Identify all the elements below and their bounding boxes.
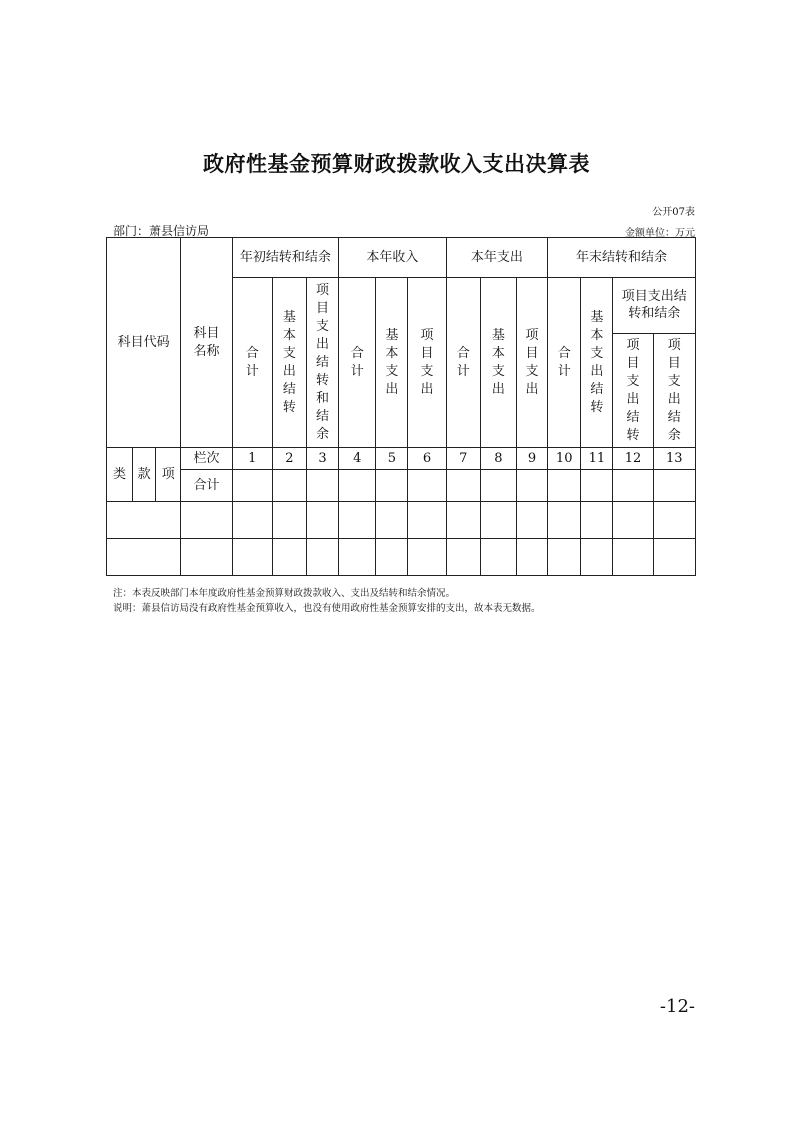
budget-table xyxy=(106,237,696,576)
table-cell xyxy=(376,539,408,576)
table-cell xyxy=(516,470,547,502)
annual-expense-header: 本年支出 xyxy=(446,238,547,278)
income-total-header: 合计 xyxy=(339,278,376,448)
page-title: 政府性基金预算财政拨款收入支出决算表 xyxy=(203,152,590,176)
table-cell xyxy=(408,539,446,576)
col-number: 12 xyxy=(613,448,653,470)
opening-project-header: 项目支出结转和结余 xyxy=(306,278,338,448)
subject-code-header: 科目代码 xyxy=(107,238,181,448)
col-number: 6 xyxy=(408,448,446,470)
table-cell xyxy=(306,470,338,502)
table-cell xyxy=(339,539,376,576)
note-line: 注：本表反映部门本年度政府性基金预算财政拨款收入、支出及结转和结余情况。 xyxy=(113,588,456,599)
table-cell xyxy=(272,539,306,576)
table-cell xyxy=(446,470,480,502)
col-number: 4 xyxy=(339,448,376,470)
table-cell xyxy=(516,539,547,576)
table-cell xyxy=(232,470,272,502)
table-cell xyxy=(653,502,695,539)
opening-total-header: 合计 xyxy=(232,278,272,448)
table-cell xyxy=(272,502,306,539)
department-label: 部门：萧县信访局 xyxy=(113,224,210,238)
table-cell xyxy=(446,539,480,576)
income-basic-header: 基本支出 xyxy=(376,278,408,448)
table-cell xyxy=(548,502,581,539)
table-cell xyxy=(613,502,653,539)
closing-balance-header: 年末结转和结余 xyxy=(548,238,696,278)
table-cell xyxy=(581,539,613,576)
closing-total-header: 合计 xyxy=(548,278,581,448)
kuan-header: 款 xyxy=(133,448,156,502)
note-line: 说明：萧县信访局没有政府性基金预算收入，也没有使用政府性基金预算安排的支出，故本表无数据。 xyxy=(113,603,541,614)
row-index-label: 栏次 xyxy=(181,448,232,470)
table-cell xyxy=(107,539,181,576)
lei-header: 类 xyxy=(107,448,133,502)
col-number: 5 xyxy=(376,448,408,470)
subject-name-header: 科目名称 xyxy=(181,238,232,448)
col-number: 9 xyxy=(516,448,547,470)
amount-unit: 金额单位：万元 xyxy=(625,228,695,239)
table-cell xyxy=(339,470,376,502)
total-row-label: 合计 xyxy=(181,470,232,502)
table-cell xyxy=(232,539,272,576)
table-cell xyxy=(516,502,547,539)
table-row xyxy=(107,502,696,539)
table-cell xyxy=(653,470,695,502)
table-row xyxy=(107,539,696,576)
notes xyxy=(113,586,541,616)
col-number: 3 xyxy=(306,448,338,470)
opening-balance-header: 年初结转和结余 xyxy=(232,238,339,278)
table-cell xyxy=(613,539,653,576)
table-cell xyxy=(480,539,516,576)
col-number: 10 xyxy=(548,448,581,470)
closing-project-header: 项目支出结转和结余 xyxy=(613,278,696,334)
table-cell xyxy=(613,470,653,502)
opening-basic-header: 基本支出结转 xyxy=(272,278,306,448)
col-number: 7 xyxy=(446,448,480,470)
table-cell xyxy=(581,502,613,539)
expense-basic-header: 基本支出 xyxy=(480,278,516,448)
table-cell xyxy=(181,539,232,576)
income-project-header: 项目支出 xyxy=(408,278,446,448)
table-cell xyxy=(376,502,408,539)
table-cell xyxy=(581,470,613,502)
table-cell xyxy=(306,539,338,576)
closing-project-carryover-header: 项目支出结转 xyxy=(613,334,653,448)
col-number: 2 xyxy=(272,448,306,470)
table-cell xyxy=(446,502,480,539)
col-number: 13 xyxy=(653,448,695,470)
table-cell xyxy=(272,470,306,502)
col-number: 11 xyxy=(581,448,613,470)
table-cell xyxy=(181,502,232,539)
closing-project-surplus-header: 项目支出结余 xyxy=(653,334,695,448)
table-cell xyxy=(306,502,338,539)
closing-basic-header: 基本支出结转 xyxy=(581,278,613,448)
expense-total-header: 合计 xyxy=(446,278,480,448)
table-cell xyxy=(548,539,581,576)
table-cell xyxy=(408,502,446,539)
table-cell xyxy=(653,539,695,576)
xiang-header: 项 xyxy=(156,448,181,502)
table-cell xyxy=(107,502,181,539)
table-cell xyxy=(232,502,272,539)
table-cell xyxy=(480,470,516,502)
page-number: -12- xyxy=(659,996,695,1017)
table-cell xyxy=(480,502,516,539)
table-cell xyxy=(339,502,376,539)
table-cell xyxy=(376,470,408,502)
form-number: 公开07表 xyxy=(652,207,695,218)
expense-project-header: 项目支出 xyxy=(516,278,547,448)
annual-income-header: 本年收入 xyxy=(339,238,447,278)
table-cell xyxy=(548,470,581,502)
col-number: 1 xyxy=(232,448,272,470)
col-number: 8 xyxy=(480,448,516,470)
table-cell xyxy=(408,470,446,502)
